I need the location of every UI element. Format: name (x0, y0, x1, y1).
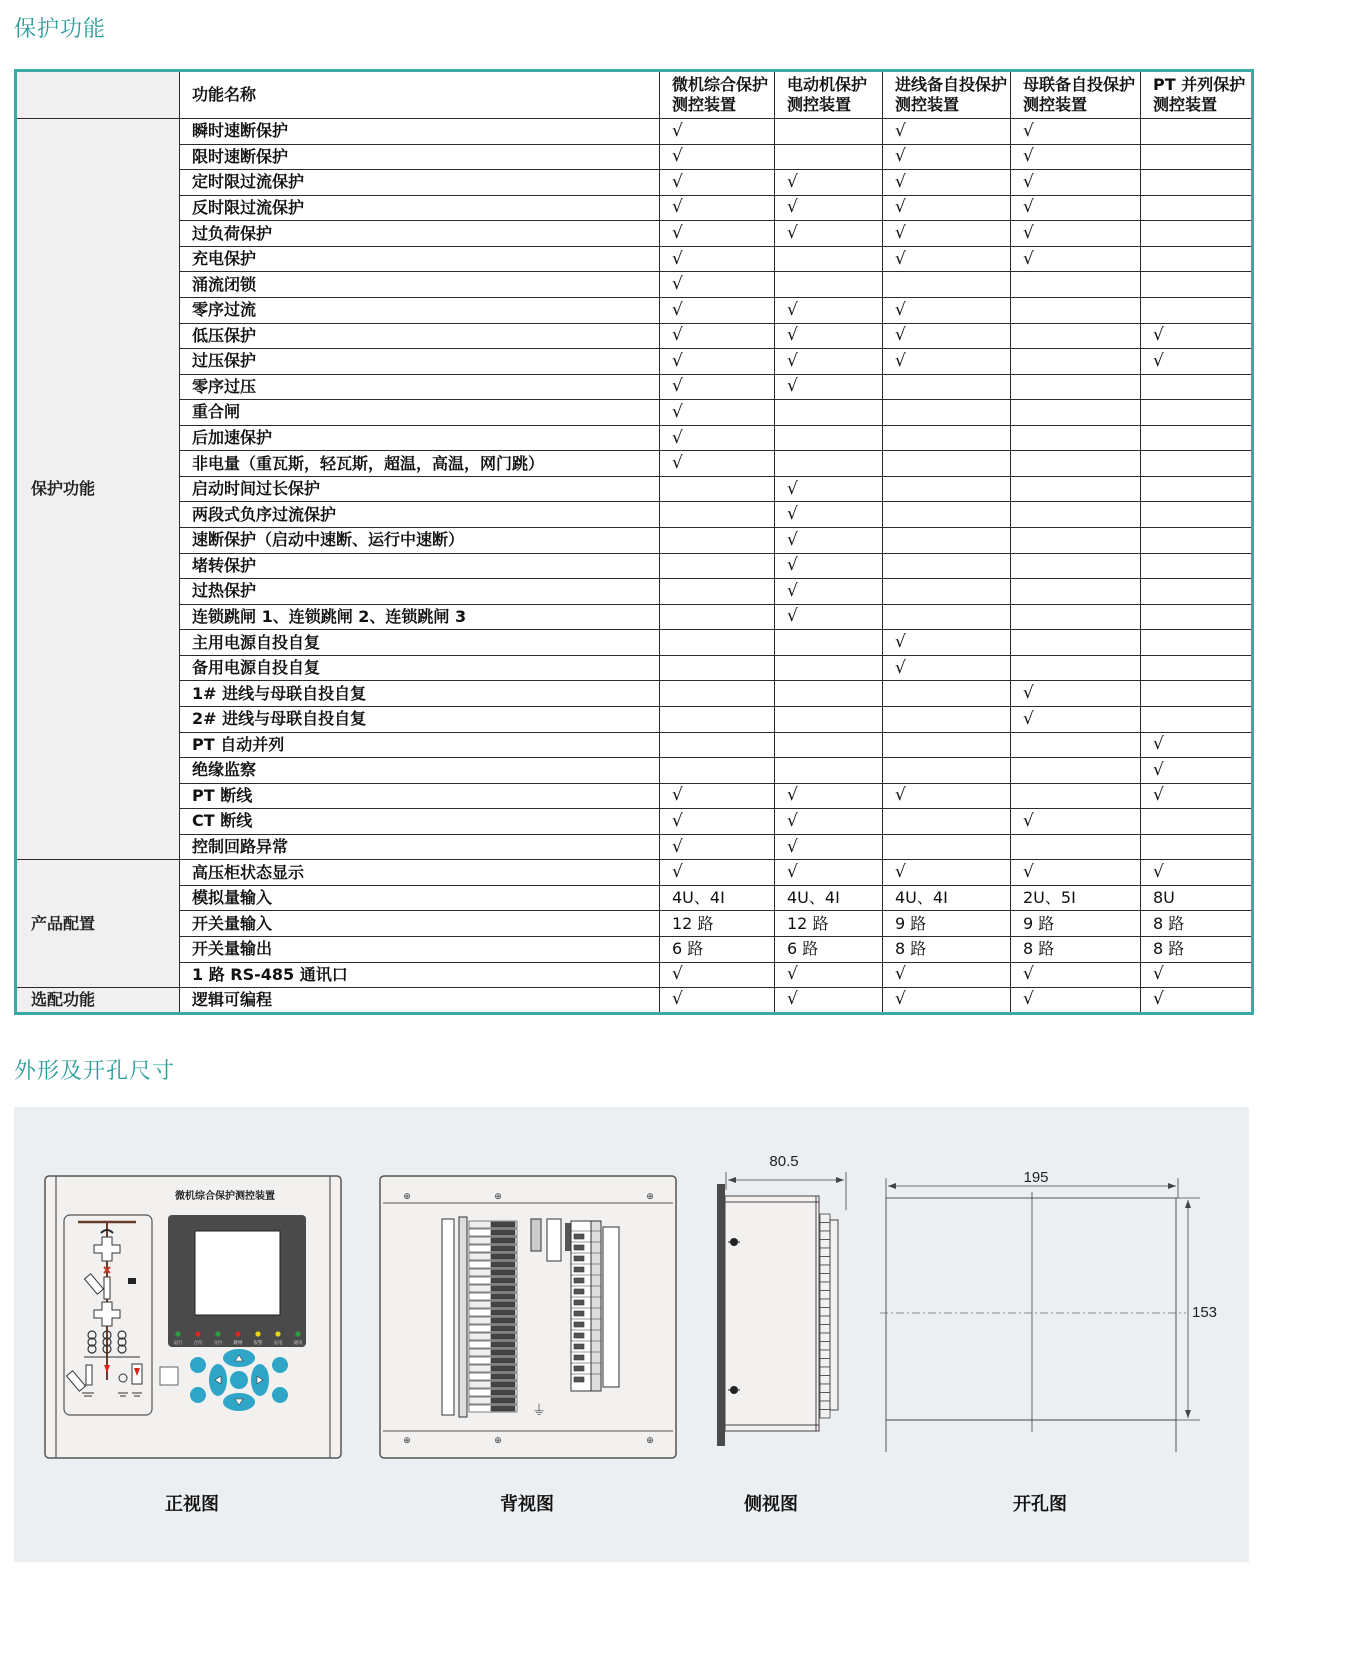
table-row (16, 885, 1253, 911)
check-mark-cell: √ (775, 579, 883, 605)
check-mark-cell: √ (883, 195, 1011, 221)
table-row (16, 425, 1253, 451)
function-name-cell: PT 断线 (180, 783, 660, 809)
table-row (16, 144, 1253, 170)
function-name-cell: CT 断线 (180, 809, 660, 835)
check-mark-cell: √ (1141, 349, 1253, 375)
function-name-cell: 模拟量输入 (180, 885, 660, 911)
header-device-2: 电动机保护测控装置 (775, 71, 883, 119)
cutout-drawing (870, 1162, 1230, 1452)
value-cell (660, 604, 775, 630)
value-cell (883, 272, 1011, 298)
table-row (16, 272, 1253, 298)
check-mark-cell: √ (1011, 706, 1141, 732)
value-cell (660, 553, 775, 579)
side-view-drawing (712, 1150, 862, 1460)
check-mark-cell: √ (1011, 809, 1141, 835)
value-cell: 2U、5I (1011, 885, 1141, 911)
check-mark-cell: √ (660, 834, 775, 860)
check-mark-cell: √ (775, 374, 883, 400)
value-cell (1141, 630, 1253, 656)
value-cell (1011, 553, 1141, 579)
check-mark-cell: √ (1141, 758, 1253, 784)
value-cell (1011, 425, 1141, 451)
header-corner (16, 71, 180, 119)
value-cell (775, 758, 883, 784)
key-enter[interactable] (230, 1371, 248, 1389)
header-device-3: 进线备自投保护测控装置 (883, 71, 1011, 119)
table-row (16, 297, 1253, 323)
check-mark-cell: √ (1141, 962, 1253, 988)
check-mark-cell: √ (883, 783, 1011, 809)
value-cell: 8U (1141, 885, 1253, 911)
led-indicator (295, 1331, 300, 1336)
check-mark-cell: √ (883, 962, 1011, 988)
value-cell (1011, 834, 1141, 860)
value-cell (775, 400, 883, 426)
value-cell (883, 706, 1011, 732)
value-cell (660, 528, 775, 554)
value-cell (883, 400, 1011, 426)
value-cell (775, 630, 883, 656)
table-row (16, 681, 1253, 707)
value-cell (883, 476, 1011, 502)
value-cell (775, 655, 883, 681)
cutout-view-label: 开孔图 (1013, 1494, 1067, 1515)
function-name-cell: 连锁跳闸 1、连锁跳闸 2、连锁跳闸 3 (180, 604, 660, 630)
table-header-row (16, 71, 1253, 119)
table-row (16, 937, 1253, 963)
function-name-cell: 充电保护 (180, 246, 660, 272)
function-name-cell: 逻辑可编程 (180, 988, 660, 1014)
value-cell (1141, 170, 1253, 196)
check-mark-cell: √ (1141, 783, 1253, 809)
check-mark-cell: √ (660, 400, 775, 426)
check-mark-cell: √ (660, 323, 775, 349)
function-name-cell: 高压柜状态显示 (180, 860, 660, 886)
value-cell (775, 119, 883, 145)
check-mark-cell: √ (1011, 144, 1141, 170)
value-cell (1141, 476, 1253, 502)
function-name-cell: 1# 进线与母联自投自复 (180, 681, 660, 707)
value-cell (775, 706, 883, 732)
value-cell (1011, 476, 1141, 502)
function-name-cell: 过负荷保护 (180, 221, 660, 247)
function-name-cell: 速断保护（启动中速断、运行中速断） (180, 528, 660, 554)
table-row (16, 732, 1253, 758)
function-name-cell: 零序过压 (180, 374, 660, 400)
check-mark-cell: √ (660, 272, 775, 298)
value-cell (660, 579, 775, 605)
check-mark-cell: √ (883, 988, 1011, 1014)
value-cell (883, 502, 1011, 528)
svg-text:⊕: ⊕ (494, 1191, 502, 1201)
svg-text:⏚: ⏚ (532, 1402, 546, 1418)
section-title-protection: 保护功能 (14, 17, 107, 42)
value-cell: 6 路 (660, 937, 775, 963)
led-label: 运行 (173, 1340, 183, 1345)
value-cell (775, 272, 883, 298)
value-cell (1141, 425, 1253, 451)
value-cell (1141, 553, 1253, 579)
table-row (16, 221, 1253, 247)
check-mark-cell: √ (775, 988, 883, 1014)
function-name-cell: 反时限过流保护 (180, 195, 660, 221)
value-cell: 9 路 (883, 911, 1011, 937)
led-indicator (255, 1331, 260, 1336)
value-cell: 6 路 (775, 937, 883, 963)
header-device-5: PT 并列保护测控装置 (1141, 71, 1253, 119)
table-row (16, 860, 1253, 886)
value-cell (1141, 272, 1253, 298)
check-mark-cell: √ (883, 323, 1011, 349)
table-body (16, 119, 1253, 1014)
value-cell (1011, 374, 1141, 400)
value-cell (1141, 144, 1253, 170)
value-cell (883, 451, 1011, 477)
table-row (16, 119, 1253, 145)
check-mark-cell: √ (775, 783, 883, 809)
value-cell (1141, 195, 1253, 221)
function-name-cell: 堵转保护 (180, 553, 660, 579)
function-name-cell: 后加速保护 (180, 425, 660, 451)
check-mark-cell: √ (660, 783, 775, 809)
value-cell (660, 655, 775, 681)
function-name-cell: 绝缘监察 (180, 758, 660, 784)
check-mark-cell: √ (1141, 860, 1253, 886)
value-cell (1011, 783, 1141, 809)
function-name-cell: 2# 进线与母联自投自复 (180, 706, 660, 732)
value-cell (1011, 349, 1141, 375)
function-name-cell: 过压保护 (180, 349, 660, 375)
table-row (16, 502, 1253, 528)
check-mark-cell: √ (1011, 962, 1141, 988)
value-cell (775, 732, 883, 758)
table-row (16, 170, 1253, 196)
led-indicator (235, 1331, 240, 1336)
value-cell (1141, 119, 1253, 145)
value-cell (1141, 834, 1253, 860)
value-cell (1141, 374, 1253, 400)
value-cell (883, 809, 1011, 835)
table-row (16, 195, 1253, 221)
check-mark-cell: √ (660, 195, 775, 221)
value-cell (1141, 655, 1253, 681)
check-mark-cell: √ (660, 988, 775, 1014)
value-cell (660, 681, 775, 707)
value-cell (775, 681, 883, 707)
check-mark-cell: √ (660, 221, 775, 247)
check-mark-cell: √ (883, 349, 1011, 375)
value-cell: 12 路 (660, 911, 775, 937)
check-mark-cell: √ (775, 962, 883, 988)
value-cell (660, 706, 775, 732)
led-indicator (195, 1331, 200, 1336)
value-cell (1011, 502, 1141, 528)
led-indicator (275, 1331, 280, 1336)
led-label: 跳闸 (233, 1340, 243, 1345)
svg-text:⊕: ⊕ (403, 1435, 411, 1445)
value-cell (1011, 451, 1141, 477)
check-mark-cell: √ (775, 604, 883, 630)
svg-text:⊕: ⊕ (403, 1191, 411, 1201)
check-mark-cell: √ (1011, 221, 1141, 247)
value-cell (1141, 604, 1253, 630)
check-mark-cell: √ (1011, 246, 1141, 272)
value-cell (660, 502, 775, 528)
value-cell (883, 553, 1011, 579)
check-mark-cell: √ (1011, 860, 1141, 886)
check-mark-cell: √ (660, 297, 775, 323)
value-cell (883, 834, 1011, 860)
back-view-drawing (379, 1175, 677, 1460)
led-label: 通讯 (293, 1340, 303, 1345)
value-cell: 8 路 (1141, 937, 1253, 963)
value-cell: 8 路 (883, 937, 1011, 963)
led-label: 报警 (253, 1340, 263, 1345)
value-cell (1141, 297, 1253, 323)
side-depth-dimension: 80.5 (769, 1153, 799, 1170)
value-cell (660, 732, 775, 758)
table-row (16, 476, 1253, 502)
table-row (16, 834, 1253, 860)
function-name-cell: 低压保护 (180, 323, 660, 349)
function-name-cell: 限时速断保护 (180, 144, 660, 170)
value-cell (1011, 272, 1141, 298)
side-view-label: 侧视图 (744, 1494, 798, 1515)
group-label: 产品配置 (16, 860, 180, 988)
table-row (16, 988, 1253, 1014)
function-name-cell: 两段式负序过流保护 (180, 502, 660, 528)
led-label: 合位 (193, 1340, 203, 1345)
check-mark-cell: √ (660, 425, 775, 451)
value-cell (1011, 655, 1141, 681)
table-row (16, 579, 1253, 605)
check-mark-cell: √ (660, 349, 775, 375)
key-left-top[interactable] (190, 1357, 206, 1373)
table-row (16, 451, 1253, 477)
value-cell (883, 374, 1011, 400)
check-mark-cell: √ (660, 860, 775, 886)
key-right-top[interactable] (272, 1357, 288, 1373)
value-cell (1141, 246, 1253, 272)
table-row (16, 528, 1253, 554)
check-mark-cell: √ (883, 170, 1011, 196)
value-cell (1011, 604, 1141, 630)
function-name-cell: 1 路 RS-485 通讯口 (180, 962, 660, 988)
value-cell (660, 476, 775, 502)
header-function-name: 功能名称 (180, 71, 660, 119)
check-mark-cell: √ (1011, 681, 1141, 707)
check-mark-cell: √ (660, 246, 775, 272)
check-mark-cell: √ (775, 323, 883, 349)
check-mark-cell: √ (1141, 988, 1253, 1014)
check-mark-cell: √ (883, 246, 1011, 272)
value-cell (883, 758, 1011, 784)
check-mark-cell: √ (883, 221, 1011, 247)
key-left-bottom[interactable] (190, 1387, 206, 1403)
check-mark-cell: √ (775, 297, 883, 323)
value-cell (1011, 758, 1141, 784)
value-cell (660, 630, 775, 656)
cutout-width-dimension: 195 (1023, 1169, 1049, 1186)
value-cell (1141, 221, 1253, 247)
value-cell (1011, 630, 1141, 656)
value-cell (1141, 579, 1253, 605)
svg-text:⊕: ⊕ (646, 1435, 654, 1445)
value-cell (1011, 732, 1141, 758)
table-row (16, 553, 1253, 579)
check-mark-cell: √ (775, 860, 883, 886)
table-row (16, 630, 1253, 656)
led-indicator (175, 1331, 180, 1336)
front-view-label: 正视图 (165, 1494, 219, 1515)
check-mark-cell: √ (660, 119, 775, 145)
function-name-cell: 涌流闭锁 (180, 272, 660, 298)
group-label: 选配功能 (16, 988, 180, 1014)
protection-function-table (14, 69, 1254, 1015)
value-cell (775, 144, 883, 170)
table-row (16, 809, 1253, 835)
function-name-cell: 零序过流 (180, 297, 660, 323)
table-row (16, 349, 1253, 375)
function-name-cell: 控制回路异常 (180, 834, 660, 860)
function-name-cell: 启动时间过长保护 (180, 476, 660, 502)
lcd-screen (195, 1231, 280, 1315)
value-cell (775, 451, 883, 477)
key-right-bottom[interactable] (272, 1387, 288, 1403)
function-name-cell: 过热保护 (180, 579, 660, 605)
function-name-cell: 开关量输出 (180, 937, 660, 963)
check-mark-cell: √ (775, 195, 883, 221)
device-title: 微机综合保护测控装置 (175, 1191, 275, 1202)
check-mark-cell: √ (883, 655, 1011, 681)
value-cell (1141, 706, 1253, 732)
table-row (16, 706, 1253, 732)
value-cell (883, 528, 1011, 554)
table-row (16, 911, 1253, 937)
check-mark-cell: √ (775, 502, 883, 528)
value-cell (1011, 323, 1141, 349)
check-mark-cell: √ (660, 962, 775, 988)
cutout-height-dimension: 153 (1192, 1304, 1218, 1321)
value-cell: 4U、4I (775, 885, 883, 911)
check-mark-cell: √ (660, 451, 775, 477)
group-label: 保护功能 (16, 119, 180, 860)
function-name-cell: 主用电源自投自复 (180, 630, 660, 656)
check-mark-cell: √ (883, 119, 1011, 145)
svg-text:⊕: ⊕ (494, 1435, 502, 1445)
led-indicator (215, 1331, 220, 1336)
function-name-cell: 备用电源自投自复 (180, 655, 660, 681)
value-cell (1141, 528, 1253, 554)
header-device-1: 微机综合保护测控装置 (660, 71, 775, 119)
led-label: 分位 (213, 1340, 223, 1345)
section-title-dimensions: 外形及开孔尺寸 (14, 1059, 176, 1084)
check-mark-cell: √ (1141, 732, 1253, 758)
value-cell (883, 732, 1011, 758)
value-cell (1011, 528, 1141, 554)
value-cell (1011, 400, 1141, 426)
check-mark-cell: √ (1011, 988, 1141, 1014)
table-row (16, 246, 1253, 272)
table-row (16, 758, 1253, 784)
table-row (16, 400, 1253, 426)
function-name-cell: 重合闸 (180, 400, 660, 426)
value-cell (1011, 297, 1141, 323)
function-name-cell: 非电量（重瓦斯，轻瓦斯，超温，高温，网门跳） (180, 451, 660, 477)
value-cell (1141, 502, 1253, 528)
check-mark-cell: √ (1011, 170, 1141, 196)
table-row (16, 655, 1253, 681)
check-mark-cell: √ (1141, 323, 1253, 349)
check-mark-cell: √ (775, 528, 883, 554)
value-cell (883, 681, 1011, 707)
check-mark-cell: √ (1011, 119, 1141, 145)
value-cell (660, 758, 775, 784)
header-device-4: 母联备自投保护测控装置 (1011, 71, 1141, 119)
table-row (16, 783, 1253, 809)
function-name-cell: 开关量输入 (180, 911, 660, 937)
front-view-drawing (44, 1175, 342, 1460)
check-mark-cell: √ (775, 170, 883, 196)
function-name-cell: 定时限过流保护 (180, 170, 660, 196)
check-mark-cell: √ (883, 144, 1011, 170)
check-mark-cell: √ (775, 834, 883, 860)
back-view-label: 背视图 (500, 1494, 554, 1515)
table-row (16, 323, 1253, 349)
value-cell: 8 路 (1141, 911, 1253, 937)
check-mark-cell: √ (775, 349, 883, 375)
value-cell (883, 604, 1011, 630)
value-cell: 12 路 (775, 911, 883, 937)
value-cell (883, 579, 1011, 605)
value-cell (775, 246, 883, 272)
function-name-cell: 瞬时速断保护 (180, 119, 660, 145)
check-mark-cell: √ (660, 809, 775, 835)
check-mark-cell: √ (775, 553, 883, 579)
check-mark-cell: √ (775, 221, 883, 247)
check-mark-cell: √ (660, 374, 775, 400)
check-mark-cell: √ (883, 630, 1011, 656)
value-cell: 9 路 (1011, 911, 1141, 937)
value-cell (1141, 451, 1253, 477)
value-cell: 4U、4I (660, 885, 775, 911)
check-mark-cell: √ (775, 476, 883, 502)
led-label: 充电 (273, 1340, 283, 1345)
value-cell (883, 425, 1011, 451)
value-cell: 8 路 (1011, 937, 1141, 963)
check-mark-cell: √ (775, 809, 883, 835)
value-cell (1141, 400, 1253, 426)
value-cell: 4U、4I (883, 885, 1011, 911)
table-row (16, 962, 1253, 988)
function-name-cell: PT 自动并列 (180, 732, 660, 758)
svg-text:⊕: ⊕ (646, 1191, 654, 1201)
table-row (16, 604, 1253, 630)
check-mark-cell: √ (883, 860, 1011, 886)
value-cell (1141, 809, 1253, 835)
check-mark-cell: √ (883, 297, 1011, 323)
check-mark-cell: √ (1011, 195, 1141, 221)
value-cell (1011, 579, 1141, 605)
check-mark-cell: √ (660, 170, 775, 196)
table-row (16, 374, 1253, 400)
check-mark-cell: √ (660, 144, 775, 170)
value-cell (1141, 681, 1253, 707)
value-cell (775, 425, 883, 451)
